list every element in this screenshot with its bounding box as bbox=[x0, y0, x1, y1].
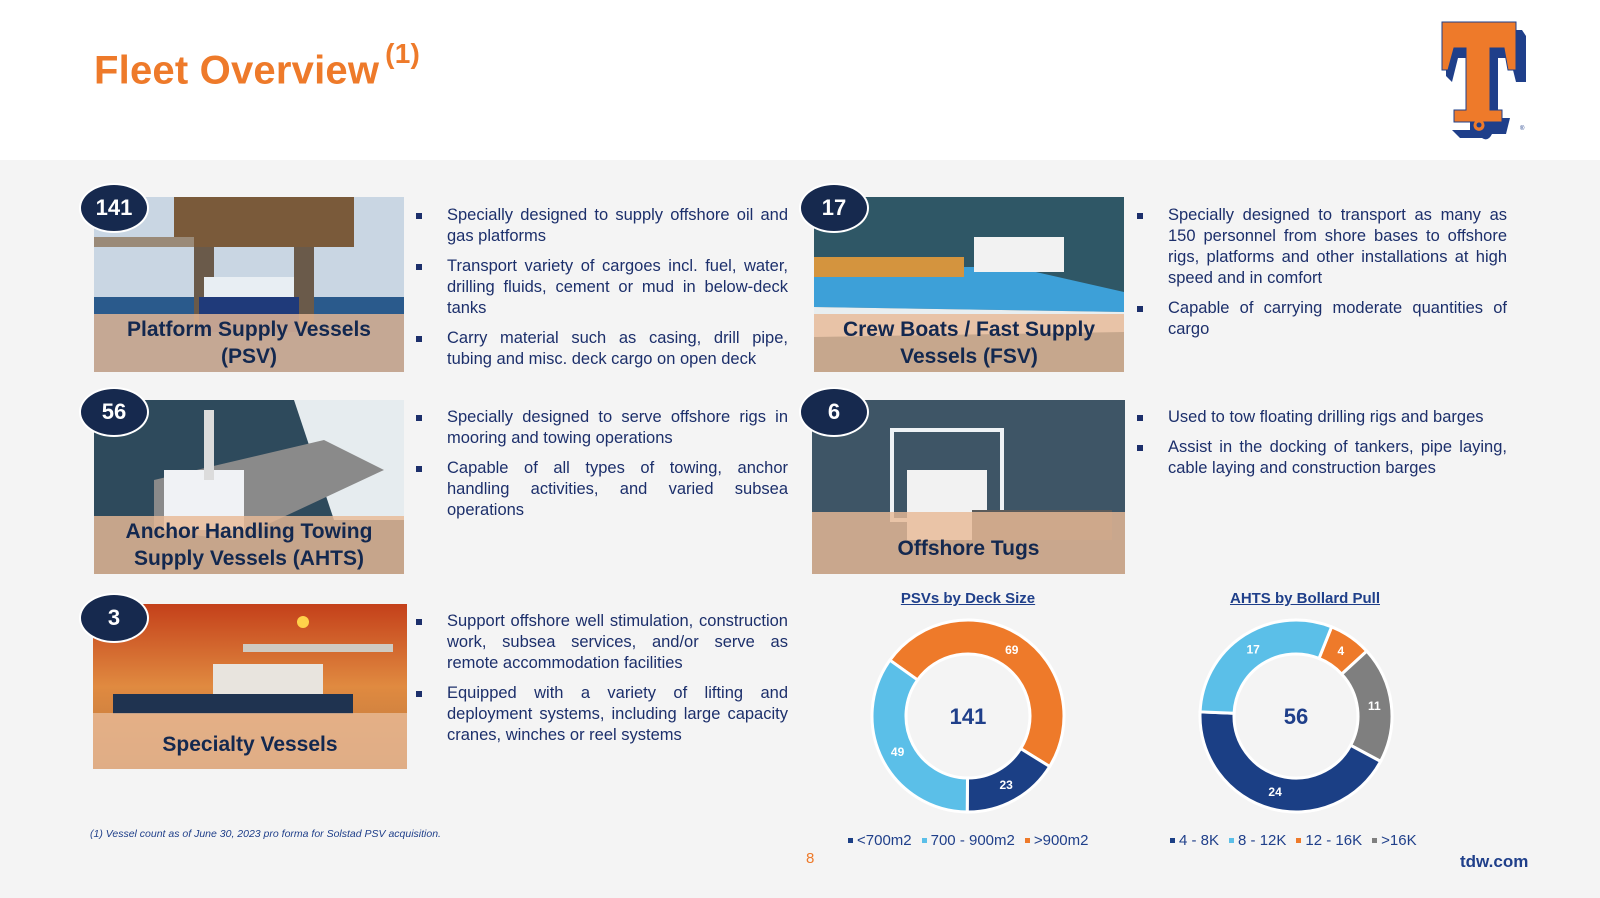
legend-item bbox=[848, 832, 912, 849]
donut-segment-label: 23 bbox=[999, 778, 1013, 793]
bullet-item: Support offshore well stimulation, construction work, subsea services, and/or serve as remote accommodation facilities bbox=[416, 611, 788, 674]
vessel-name-line1: Anchor Handling Towing bbox=[125, 520, 373, 543]
donut-segment-label: 69 bbox=[1005, 643, 1019, 658]
legend-label: <700m2 bbox=[857, 832, 912, 849]
donut-segment bbox=[872, 660, 967, 812]
website-link[interactable]: tdw.com bbox=[1460, 852, 1529, 871]
legend-label: 8 - 12K bbox=[1238, 832, 1287, 849]
vessel-count-badge-fsv: 17 bbox=[799, 183, 869, 233]
donut-segment bbox=[890, 620, 1064, 767]
donut-center-total: 141 bbox=[949, 704, 987, 729]
legend-item bbox=[1170, 832, 1219, 849]
donut-segment bbox=[1200, 620, 1332, 713]
legend-swatch-icon bbox=[1296, 838, 1301, 843]
bullet-item: Specially designed to serve offshore rigs in mooring and towing operations bbox=[416, 407, 788, 449]
vessel-name-line1: Offshore Tugs bbox=[897, 536, 1040, 560]
page-number: 8 bbox=[806, 850, 815, 867]
ahts-bullet-list bbox=[416, 407, 788, 530]
vessel-count-badge-specialty: 3 bbox=[79, 593, 149, 643]
vessel-name-line2: Vessels (FSV) bbox=[900, 345, 1038, 368]
legend-label: 12 - 16K bbox=[1305, 832, 1363, 849]
donut-segment-label: 11 bbox=[1368, 699, 1381, 714]
legend-label: >900m2 bbox=[1033, 832, 1089, 849]
slide-header bbox=[0, 0, 1600, 160]
bullet-item: Specially designed to supply offshore oil and gas platforms bbox=[416, 205, 788, 247]
page-title bbox=[94, 38, 420, 93]
legend-item bbox=[1025, 832, 1089, 849]
legend-item bbox=[1372, 832, 1416, 849]
vessel-name-banner bbox=[814, 314, 1124, 372]
legend-item bbox=[1296, 832, 1362, 849]
ahts-chart-legend bbox=[1170, 832, 1417, 849]
vessel-count-badge-psv: 141 bbox=[79, 183, 149, 233]
title-text: Fleet Overview bbox=[94, 48, 380, 93]
tidewater-t-logo-icon bbox=[1440, 18, 1530, 143]
donut-segment-label: 4 bbox=[1337, 643, 1345, 658]
legend-swatch-icon bbox=[1025, 838, 1030, 843]
vessel-name-line2: Supply Vessels (AHTS) bbox=[134, 547, 364, 570]
donut-segment-label: 17 bbox=[1246, 642, 1260, 657]
svg-text:®: ® bbox=[1520, 126, 1525, 132]
bullet-item: Capable of carrying moderate quantities of cargo bbox=[1137, 298, 1507, 340]
vessel-name-banner bbox=[812, 512, 1125, 574]
vessel-name-banner bbox=[93, 713, 407, 769]
legend-swatch-icon bbox=[848, 838, 853, 843]
bullet-item: Equipped with a variety of lifting and deployment systems, including large capacity cranes, winches or reel systems bbox=[416, 683, 788, 746]
vessel-name-banner bbox=[94, 314, 404, 372]
bullet-item: Carry material such as casing, drill pipe, tubing and misc. deck cargo on open deck bbox=[416, 328, 788, 370]
legend-label: 700 - 900m2 bbox=[930, 832, 1015, 849]
legend-item bbox=[1229, 832, 1286, 849]
psv-chart-title: PSVs by Deck Size bbox=[900, 590, 1036, 607]
vessel-count-badge-ahts: 56 bbox=[79, 387, 149, 437]
legend-label: 4 - 8K bbox=[1179, 832, 1220, 849]
vessel-name-banner bbox=[94, 516, 404, 574]
vessel-name-line1: Platform Supply Vessels bbox=[127, 318, 371, 341]
legend-swatch-icon bbox=[1170, 838, 1175, 843]
bullet-item: Assist in the docking of tankers, pipe laying, cable laying and construction barges bbox=[1137, 437, 1507, 479]
title-footnote-marker: (1) bbox=[385, 38, 420, 69]
bullet-item: Specially designed to transport as many as 150 personnel from shore bases to offshore rigs, platforms and other installations at high speed and in comfort bbox=[1137, 205, 1507, 289]
vessel-name-line2: (PSV) bbox=[220, 345, 277, 368]
footnote: (1) Vessel count as of June 30, 2023 pro forma for Solstad PSV acquisition. bbox=[90, 828, 441, 840]
bullet-item: Capable of all types of towing, anchor handling activities, and varied subsea operations bbox=[416, 458, 788, 521]
psv-deck-size-donut-chart bbox=[866, 614, 1070, 818]
ahts-bollard-pull-donut-chart bbox=[1194, 614, 1398, 818]
donut-segment-label: 49 bbox=[890, 744, 905, 759]
legend-item bbox=[922, 832, 1015, 849]
legend-swatch-icon bbox=[1372, 838, 1377, 843]
psv-chart-legend bbox=[848, 832, 1088, 849]
ahts-chart-title: AHTS by Bollard Pull bbox=[1229, 590, 1380, 607]
bullet-item: Used to tow floating drilling rigs and barges bbox=[1137, 407, 1507, 428]
vessel-name-line1: Specialty Vessels bbox=[162, 732, 338, 756]
legend-swatch-icon bbox=[1229, 838, 1234, 843]
legend-label: >16K bbox=[1381, 832, 1417, 849]
vessel-count-badge-tugs: 6 bbox=[799, 387, 869, 437]
psv-bullet-list bbox=[416, 205, 788, 379]
donut-segment-label: 24 bbox=[1268, 785, 1282, 800]
tugs-bullet-list bbox=[1137, 407, 1507, 488]
donut-center-total: 56 bbox=[1283, 704, 1309, 729]
fsv-bullet-list bbox=[1137, 205, 1507, 349]
vessel-name-line1: Crew Boats / Fast Supply bbox=[842, 318, 1096, 341]
bullet-item: Transport variety of cargoes incl. fuel, water, drilling fluids, cement or mud in below-deck tanks bbox=[416, 256, 788, 319]
specialty-bullet-list bbox=[416, 611, 788, 755]
legend-swatch-icon bbox=[922, 838, 927, 843]
